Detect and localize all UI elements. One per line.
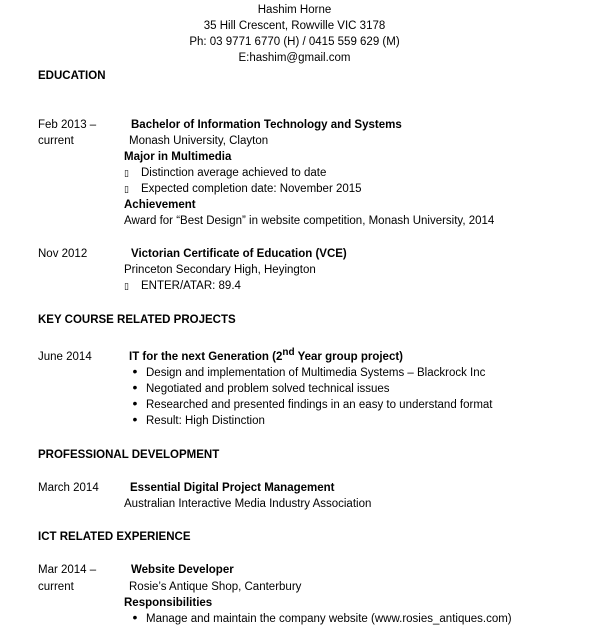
list-item-text: Distinction average achieved to date — [141, 167, 327, 179]
list-item — [124, 381, 584, 397]
list-item-text: ENTER/ATAR: 89.4 — [141, 280, 241, 292]
project-title — [124, 349, 584, 365]
project-title-main: IT for the next Generation (2 — [129, 351, 283, 363]
list-item-text: Expected completion date: November 2015 — [141, 183, 362, 195]
degree-title: Bachelor of Information Technology and Systems — [131, 119, 402, 131]
list-item-text: Result: High Distinction — [146, 415, 265, 427]
bullet-dot-icon: • — [132, 395, 138, 411]
list-item — [124, 397, 584, 413]
course-title: Essential Digital Project Management — [130, 482, 335, 494]
bullet-dot-icon: • — [132, 379, 138, 395]
date-line: Mar 2014 – — [38, 564, 97, 576]
list-item — [124, 365, 584, 381]
date-line: current — [38, 135, 74, 147]
institution: Monash University, Clayton — [129, 135, 269, 147]
list-item-text: Negotiated and problem solved technical issues — [146, 383, 390, 395]
list-item-text: Manage and maintain the company website (www.rosies_antiques.com) — [146, 613, 512, 625]
ict-date — [38, 562, 96, 595]
list-item — [124, 165, 584, 181]
degree-title: Victorian Certificate of Education (VCE) — [131, 248, 347, 260]
list-item-text: Design and implementation of Multimedia Systems – Blackrock Inc — [146, 367, 486, 379]
bullet-dot-icon: • — [132, 411, 138, 427]
institution: Princeton Secondary High, Heyington — [124, 264, 316, 276]
section-title-education: EDUCATION — [38, 70, 106, 82]
major-label: Major in Multimedia — [124, 151, 232, 163]
ict-body — [124, 562, 584, 627]
project-title-superscript: nd — [282, 347, 295, 359]
section-title-ict: ICT RELATED EXPERIENCE — [38, 531, 191, 543]
course-provider: Australian Interactive Media Industry Association — [124, 498, 372, 510]
education-1-body — [124, 117, 584, 229]
date-line: current — [38, 581, 74, 593]
list-item — [124, 278, 584, 294]
square-bullet-icon: ▯ — [124, 184, 129, 194]
education-2-date: Nov 2012 — [38, 248, 88, 260]
list-item — [124, 413, 584, 429]
employer: Rosie’s Antique Shop, Canterbury — [129, 581, 302, 593]
professional-body — [124, 480, 584, 512]
candidate-name: Hashim Horne — [257, 4, 332, 16]
achievement-label: Achievement — [124, 199, 196, 211]
list-item — [124, 181, 584, 197]
responsibilities-label: Responsibilities — [124, 597, 213, 609]
role-title: Website Developer — [131, 564, 234, 576]
date-line: Feb 2013 – — [38, 119, 97, 131]
bullet-dot-icon: • — [132, 609, 138, 625]
bullet-dot-icon: • — [132, 363, 138, 379]
project-title-rest: Year group project) — [294, 351, 404, 363]
list-item-text: Researched and presented findings in an easy to understand format — [146, 399, 493, 411]
list-item — [124, 611, 584, 627]
candidate-address: 35 Hill Crescent, Rowville VIC 3178 — [203, 20, 386, 32]
square-bullet-icon: ▯ — [124, 168, 129, 178]
square-bullet-icon: ▯ — [124, 281, 129, 291]
achievement-text: Award for “Best Design” in website competition, Monash University, 2014 — [124, 215, 495, 227]
candidate-phone: Ph: 03 9771 6770 (H) / 0415 559 629 (M) — [189, 36, 400, 48]
section-title-projects: KEY COURSE RELATED PROJECTS — [38, 314, 236, 326]
resume-header — [0, 2, 589, 66]
project-date: June 2014 — [38, 351, 92, 363]
education-2-body — [124, 246, 584, 294]
project-body — [124, 349, 584, 429]
candidate-email: E:hashim@gmail.com — [238, 52, 351, 64]
section-title-professional: PROFESSIONAL DEVELOPMENT — [38, 449, 220, 461]
professional-date: March 2014 — [38, 482, 99, 494]
education-1-date — [38, 117, 96, 149]
